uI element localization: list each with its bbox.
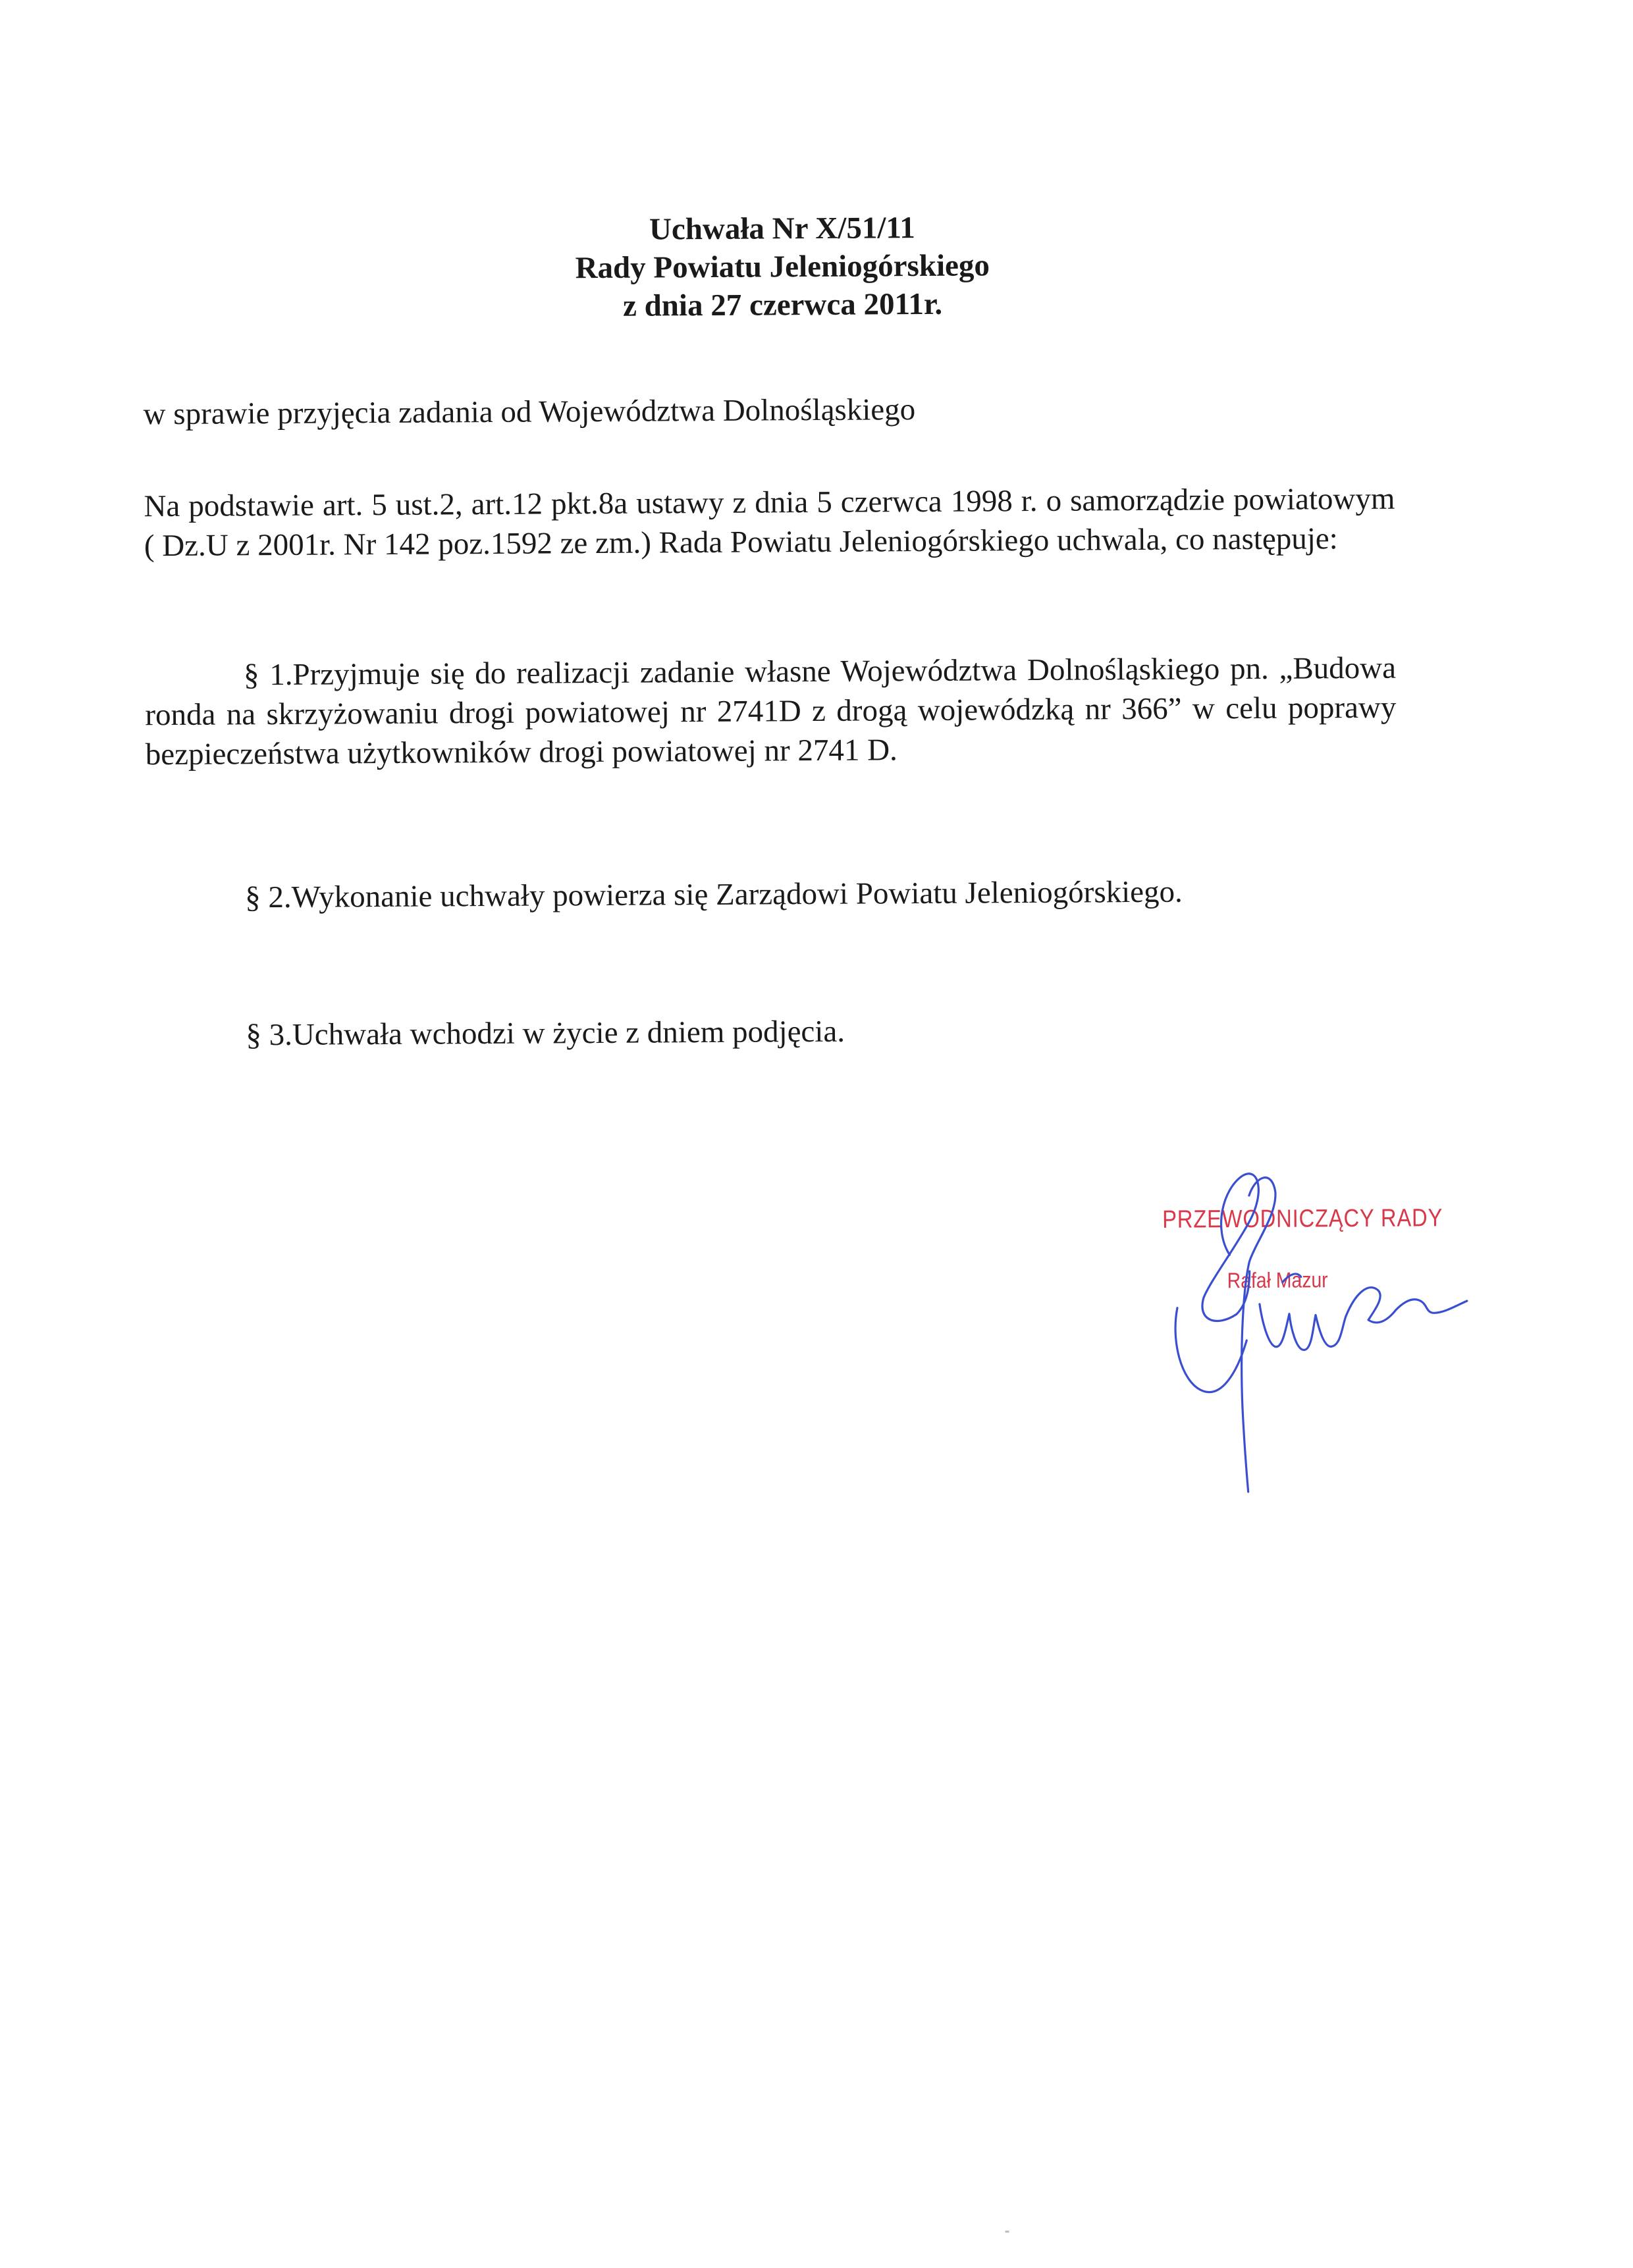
- section-mark: §: [246, 1018, 262, 1053]
- issuing-council: Rady Powiatu Jeleniogórskiego: [575, 248, 990, 286]
- section-3: [147, 1009, 1398, 1056]
- stamp-name: Rafał Mazur: [1227, 1267, 1328, 1293]
- section-2: [146, 871, 1397, 918]
- section-1-text: 1.Przyjmuje się do realizacji zadanie własne Województwa Dolnośląskiego pn. „Budowa ronda na skrzyżowaniu drogi powiatowej nr 2741D z drogą wojewódzką nr 366” w celu poprawy bezpieczeństwa użytkowników drogi powiatowej nr 2741 D.: [145, 650, 1397, 772]
- stamp-title: PRZEWODNICZĄCY RADY: [1162, 1204, 1443, 1234]
- legal-basis-paragraph: Na podstawie art. 5 ust.2, art.12 pkt.8a ustawy z dnia 5 czerwca 1998 r. o samorządzie powiatowym ( Dz.U z 2001r. Nr 142 poz.1592 ze zm.) Rada Powiatu Jeleniogórskiego uchwala, co następuje:: [144, 481, 1395, 564]
- document-title: [0, 205, 1566, 329]
- resolution-date: z dnia 27 czerwca 2011r.: [622, 286, 943, 323]
- section-mark: §: [244, 880, 261, 915]
- scan-artifact: [1005, 2230, 1009, 2232]
- resolution-number: Uchwała Nr X/51/11: [649, 211, 916, 247]
- section-2-text: 2.Wykonanie uchwały powierza się Zarządowi Powiatu Jeleniogórskiego.: [260, 874, 1183, 915]
- section-1: [145, 648, 1397, 775]
- resolution-subject: w sprawie przyjęcia zadania od Województwa Dolnośląskiego: [143, 392, 916, 432]
- handwritten-signature: [1150, 1128, 1495, 1512]
- section-mark: §: [243, 658, 259, 693]
- section-3-text: 3.Uchwała wchodzi w życie z dniem podjęcia.: [261, 1014, 845, 1053]
